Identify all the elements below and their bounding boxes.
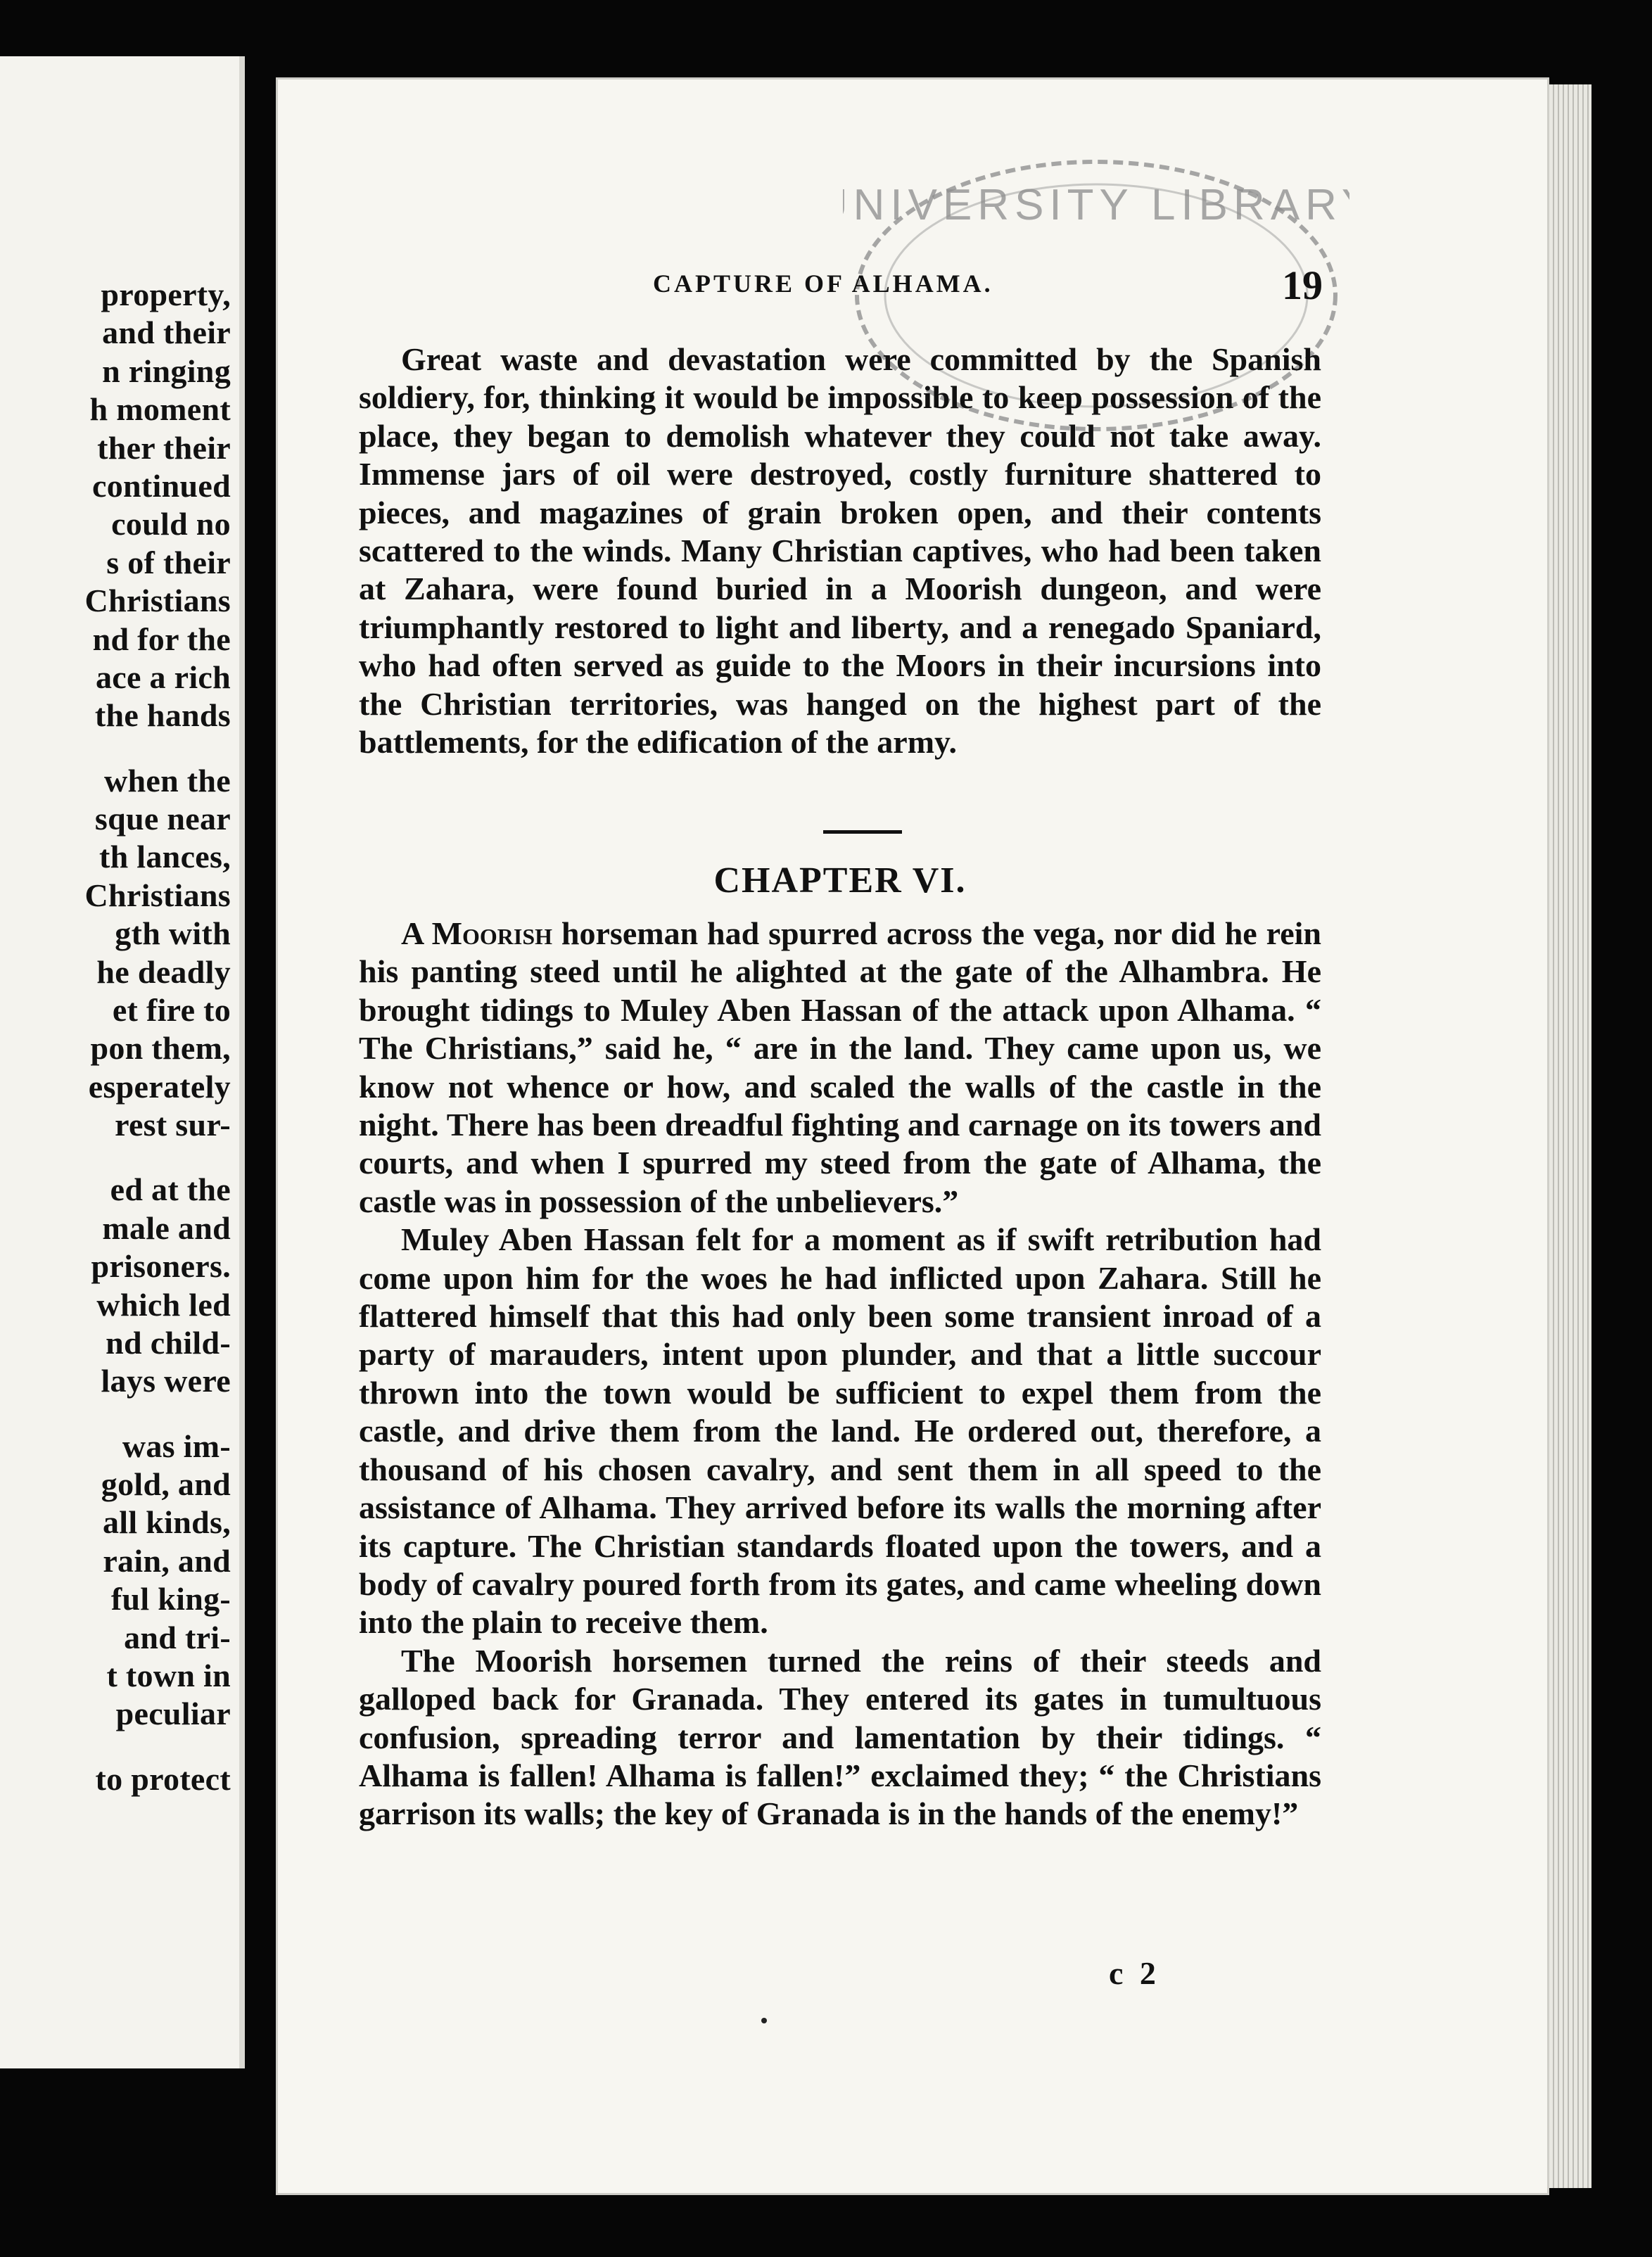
left-page-line: n ringing xyxy=(102,352,231,389)
chapter-paragraph-1 xyxy=(359,915,1321,1221)
signature-mark: c 2 xyxy=(1109,1955,1160,1991)
left-page-line: rain, and xyxy=(103,1542,231,1579)
left-page-line: sque near xyxy=(94,801,231,837)
page-number: 19 xyxy=(1282,262,1323,308)
left-page-line: which led xyxy=(96,1286,231,1323)
left-page-line: nd for the xyxy=(92,621,231,657)
left-page-line: to protect xyxy=(95,1760,231,1797)
left-page-line: male and xyxy=(102,1209,231,1246)
paragraph-1: Great waste and devastation were committed by the Spanish soldiery, for, thinking it would be impossible to keep possession of the place, they began to demolish whatever they could not take away. Immense jars of oil were destroyed, costly furniture shattered to pieces, and magazines of grain broken open, and their contents scattered to the winds. Many Christian captives, who had been taken at Zahara, were found buried in a Moorish dungeon, and were triumphantly restored to light and liberty, and a renegado Spaniard, who had often served as guide to the Moors in their incursions into the Christian territories, was hanged on the highest part of the battlements, for the edification of the army. xyxy=(359,341,1321,761)
left-page-line: when the xyxy=(103,762,231,799)
left-page-line: Christians xyxy=(84,583,231,619)
stamp-text: UNIVERSITY LIBRARY xyxy=(843,181,1349,229)
left-page-line: Christians xyxy=(84,877,231,913)
left-page-line: property, xyxy=(101,276,231,312)
left-page-line: gth with xyxy=(115,915,231,952)
left-page-line: et fire to xyxy=(112,992,231,1028)
section-rule xyxy=(823,830,902,834)
left-page-line: pon them, xyxy=(90,1030,231,1067)
left-page-line: the hands xyxy=(94,697,231,734)
left-page-line: s of their xyxy=(106,544,231,580)
left-page-line: ther their xyxy=(97,429,231,466)
left-page-line: esperately xyxy=(88,1068,231,1105)
chapter-title: CHAPTER VI. xyxy=(713,860,967,901)
left-page-line: prisoners. xyxy=(91,1248,231,1285)
running-head: CAPTURE OF ALHAMA. xyxy=(653,269,993,298)
left-page-fragment xyxy=(0,56,245,2068)
left-page-line: gold, and xyxy=(101,1466,231,1502)
left-page-line: ace a rich xyxy=(95,659,231,695)
left-page-line: and their xyxy=(102,314,231,351)
left-page-line: th lances, xyxy=(99,839,231,875)
chapter-paragraph-1-text: horseman had spurred across the vega, nor did he rein his panting steed until he alighted at the gate of the Alhambra. He brought tidings to Muley Aben Hassan of the attack upon Alhama. “ The Christians,” said he, “ are in the land. They came upon us, we know not whence or how, and scaled the walls of the castle in the night. There has been dreadful fighting and carnage on its towers and courts, and when I spurred my steed from the gate of Alhama, the castle was in possession of the unbelievers.” xyxy=(359,915,1321,1219)
ink-dot xyxy=(761,2018,767,2023)
page-edge xyxy=(1549,84,1591,2188)
left-page-line: all kinds, xyxy=(103,1504,231,1541)
left-page-line: ed at the xyxy=(110,1171,231,1208)
left-page-line: he deadly xyxy=(96,953,231,990)
left-page-line: continued xyxy=(92,468,231,504)
left-page-line: nd child- xyxy=(106,1325,231,1361)
left-page-line: ful king- xyxy=(110,1581,231,1617)
left-page-line: h moment xyxy=(89,391,231,428)
left-page-line: rest sur- xyxy=(115,1107,231,1143)
chapter-lead-words: A Moorish xyxy=(401,915,553,951)
left-page-line: peculiar xyxy=(115,1696,231,1732)
chapter-body xyxy=(359,915,1321,1833)
left-page-line: could no xyxy=(111,506,231,542)
chapter-paragraph-3: The Moorish horsemen turned the reins of their steeds and galloped back for Granada. They entered its gates in tumultuous confusion, spreading terror and lamentation by their tidings. “ Alhama is fallen! Alhama is fallen!” exclaimed they; “ the Christians garrison its walls; the key of Granada is in the hands of the enemy!” xyxy=(359,1642,1321,1832)
chapter-paragraph-2: Muley Aben Hassan felt for a moment as if swift retribution had come upon him for the woes he had inflicted upon Zahara. Still he flattered himself that this had only been some transient inroad of a party of marauders, intent upon plunder, and that a little succour thrown into the town would be sufficient to expel them from the castle, and drive them from the land. He ordered out, therefore, a thousand of his chosen cavalry, and sent them in all speed to the assistance of Alhama. They arrived before its walls the morning after its capture. The Christian standards floated upon the towers, and a body of cavalry poured forth from its gates, and came wheeling down into the plain to receive them. xyxy=(359,1221,1321,1641)
left-page-line: lays were xyxy=(101,1363,231,1399)
left-page-line: was im- xyxy=(122,1428,231,1464)
left-page-line: t town in xyxy=(106,1658,231,1693)
left-page-line: and tri- xyxy=(124,1619,231,1655)
